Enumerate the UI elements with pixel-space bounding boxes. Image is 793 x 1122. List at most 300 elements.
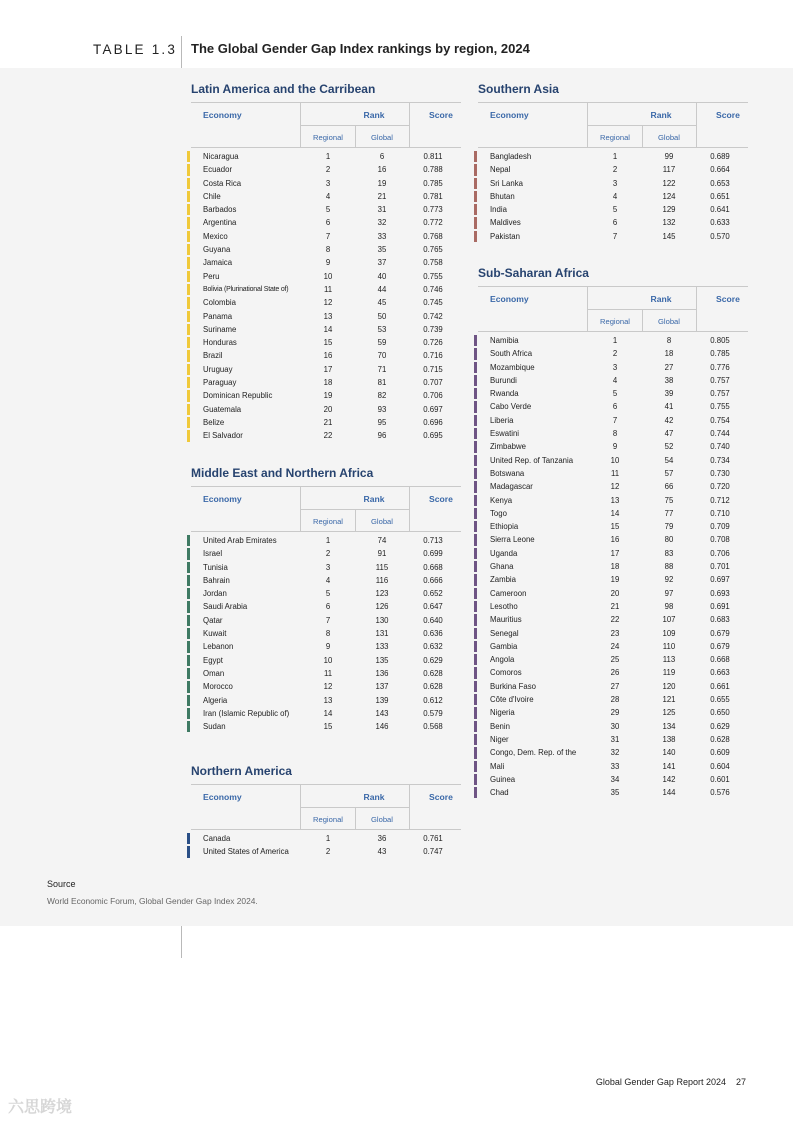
table-row	[478, 190, 748, 203]
economy-name: Mali	[490, 761, 505, 771]
regional-rank: 21	[323, 417, 333, 427]
table-row	[191, 376, 461, 389]
score-value: 0.629	[423, 655, 443, 665]
table-row	[478, 507, 748, 520]
score-value: 0.726	[423, 338, 443, 348]
economy-name: Egypt	[203, 655, 223, 665]
regional-rank: 13	[323, 311, 333, 321]
region-color-bar	[474, 641, 477, 652]
table-row	[478, 400, 748, 413]
score-value: 0.601	[710, 774, 730, 784]
region-color-bar	[474, 614, 477, 625]
economy-name: Bangladesh	[490, 152, 532, 161]
table-row	[478, 560, 748, 573]
global-rank: 38	[664, 375, 674, 385]
table-header	[478, 286, 748, 332]
source-text: World Economic Forum, Global Gender Gap Index 2024.	[47, 896, 258, 906]
region-color-bar	[474, 521, 477, 532]
regional-rank: 1	[325, 834, 331, 843]
regional-rank: 17	[323, 364, 333, 374]
table-row	[478, 440, 748, 453]
table-row	[191, 707, 461, 720]
economy-name: Namibia	[490, 336, 519, 345]
score-value: 0.568	[423, 722, 443, 732]
score-value: 0.805	[710, 336, 730, 345]
table-row	[191, 243, 461, 256]
regional-rank: 16	[610, 535, 620, 545]
regional-rank: 6	[612, 402, 618, 412]
economy-name: Saudi Arabia	[203, 602, 248, 612]
regional-rank: 15	[610, 522, 620, 532]
table-row	[191, 150, 461, 163]
table-row	[478, 374, 748, 387]
regional-rank: 10	[323, 655, 333, 665]
score-value: 0.609	[710, 748, 730, 758]
table-row	[478, 680, 748, 693]
global-rank: 88	[664, 562, 674, 572]
global-rank: 133	[375, 642, 389, 652]
economy-name: Dominican Republic	[203, 391, 273, 401]
global-rank: 121	[662, 695, 676, 705]
global-rank: 79	[664, 522, 674, 532]
economy-name: United Rep. of Tanzania	[490, 455, 574, 465]
global-rank: 123	[375, 589, 389, 599]
global-rank: 31	[377, 205, 387, 215]
regional-rank: 10	[323, 271, 333, 281]
regional-rank: 25	[610, 655, 620, 665]
region-color-bar	[187, 628, 190, 639]
economy-name: Brazil	[203, 351, 223, 361]
economy-name: Senegal	[490, 628, 519, 638]
region-color-bar	[474, 204, 477, 215]
score-value: 0.706	[710, 548, 730, 558]
global-rank: 95	[377, 417, 387, 427]
region-color-bar	[474, 761, 477, 772]
regional-rank: 3	[612, 362, 618, 372]
regional-rank: 14	[323, 324, 333, 334]
table-row	[191, 336, 461, 349]
table-body	[478, 150, 748, 243]
regional-rank: 7	[612, 415, 618, 425]
score-value: 0.696	[423, 417, 443, 427]
economy-name: Israel	[203, 549, 223, 559]
economy-name: Sudan	[203, 722, 226, 732]
table-row	[191, 845, 461, 858]
score-value: 0.664	[710, 165, 730, 175]
global-rank: 41	[664, 402, 674, 412]
economy-name: Nigeria	[490, 708, 515, 718]
regional-header: Regional	[313, 517, 343, 526]
economy-name: El Salvador	[203, 431, 243, 441]
score-value: 0.641	[710, 205, 730, 215]
region-color-bar	[474, 787, 477, 798]
regional-rank: 31	[610, 734, 620, 744]
header-divider	[181, 36, 182, 68]
economy-name: Colombia	[203, 298, 236, 308]
region-color-bar	[187, 297, 190, 308]
economy-name: Liberia	[490, 415, 514, 425]
region-middle-east-northern-africa	[191, 466, 461, 733]
score-value: 0.604	[710, 761, 730, 771]
global-rank: 42	[664, 415, 674, 425]
global-rank: 75	[664, 495, 674, 505]
economy-name: Panama	[203, 311, 233, 321]
global-rank: 109	[662, 628, 676, 638]
global-rank: 6	[379, 152, 385, 161]
region-color-bar	[474, 362, 477, 373]
regional-rank: 30	[610, 721, 620, 731]
regional-rank: 34	[610, 774, 620, 784]
economy-name: Burkina Faso	[490, 681, 536, 691]
score-value: 0.691	[710, 601, 730, 611]
global-rank: 21	[377, 191, 387, 201]
score-value: 0.668	[423, 562, 443, 572]
economy-name: Benin	[490, 721, 510, 731]
regional-rank: 15	[323, 722, 333, 732]
rank-subheader-divider	[300, 509, 410, 510]
economy-name: Pakistan	[490, 231, 520, 241]
region-southern-asia	[478, 82, 748, 243]
score-value: 0.647	[423, 602, 443, 612]
global-rank: 54	[664, 455, 674, 465]
global-header: Global	[371, 815, 393, 824]
regional-header: Regional	[313, 815, 343, 824]
region-color-bar	[474, 707, 477, 718]
economy-name: Oman	[203, 668, 225, 678]
table-body	[191, 832, 461, 859]
score-value: 0.652	[423, 589, 443, 599]
economy-name: Mauritius	[490, 615, 522, 625]
score-value: 0.712	[710, 495, 730, 505]
table-row	[478, 746, 748, 759]
global-rank: 145	[662, 231, 676, 241]
table-row	[191, 832, 461, 845]
rank-subheader-divider	[587, 125, 697, 126]
score-value: 0.740	[710, 442, 730, 452]
region-color-bar	[474, 548, 477, 559]
regional-header: Regional	[600, 133, 630, 142]
economy-name: Eswatini	[490, 429, 520, 439]
table-row	[191, 627, 461, 640]
global-rank: 107	[662, 615, 676, 625]
regional-rank: 6	[325, 218, 331, 228]
regional-rank: 9	[325, 642, 331, 652]
region-color-bar	[187, 417, 190, 428]
global-rank: 44	[377, 284, 387, 294]
score-value: 0.811	[423, 152, 443, 161]
region-color-bar	[187, 575, 190, 586]
table-row	[191, 310, 461, 323]
table-row	[478, 163, 748, 176]
global-rank: 97	[664, 588, 674, 598]
regional-rank: 13	[323, 695, 333, 705]
region-color-bar	[187, 404, 190, 415]
page-header	[0, 0, 793, 68]
global-rank: 134	[662, 721, 676, 731]
table-row	[478, 520, 748, 533]
region-color-bar	[474, 388, 477, 399]
score-value: 0.772	[423, 218, 443, 228]
regional-rank: 13	[610, 495, 620, 505]
region-color-bar	[187, 562, 190, 573]
economy-name: India	[490, 205, 507, 215]
global-rank: 96	[377, 431, 387, 441]
table-row	[478, 773, 748, 786]
regional-rank: 24	[610, 641, 620, 651]
global-rank: 141	[662, 761, 676, 771]
table-row	[478, 600, 748, 613]
economy-name: Barbados	[203, 205, 237, 215]
score-value: 0.579	[423, 708, 443, 718]
score-header: Score	[429, 494, 453, 504]
global-rank: 47	[664, 429, 674, 439]
economy-name: Bolivia (Plurinational State of)	[203, 285, 289, 293]
regional-rank: 2	[612, 165, 618, 175]
table-row	[191, 694, 461, 707]
table-row	[191, 600, 461, 613]
economy-name: Angola	[490, 655, 515, 665]
score-value: 0.689	[710, 152, 730, 161]
regional-rank: 1	[325, 536, 331, 545]
regional-rank: 18	[610, 562, 620, 572]
regional-rank: 32	[610, 748, 620, 758]
economy-name: Canada	[203, 834, 231, 843]
global-rank: 98	[664, 601, 674, 611]
economy-name: Mexico	[203, 231, 228, 241]
region-color-bar	[474, 694, 477, 705]
regional-rank: 28	[610, 695, 620, 705]
table-row	[191, 216, 461, 229]
score-value: 0.570	[710, 231, 730, 241]
score-value: 0.765	[423, 245, 443, 255]
score-value: 0.758	[423, 258, 443, 268]
score-value: 0.693	[710, 588, 730, 598]
column-divider	[642, 125, 643, 148]
table-row	[478, 347, 748, 360]
global-rank: 91	[377, 549, 387, 559]
regional-rank: 2	[325, 847, 331, 857]
score-value: 0.628	[710, 734, 730, 744]
table-row	[478, 387, 748, 400]
economy-name: Bhutan	[490, 191, 515, 201]
table-row	[478, 640, 748, 653]
table-body	[478, 334, 748, 799]
region-color-bar	[187, 284, 190, 295]
region-color-bar	[187, 695, 190, 706]
region-color-bar	[474, 335, 477, 346]
table-row	[478, 494, 748, 507]
economy-name: United States of America	[203, 847, 289, 857]
score-value: 0.720	[710, 482, 730, 492]
economy-name: Belize	[203, 417, 225, 427]
region-color-bar	[474, 151, 477, 162]
regional-rank: 11	[610, 468, 620, 478]
economy-name: Sierra Leone	[490, 535, 535, 545]
score-value: 0.742	[423, 311, 443, 321]
region-color-bar	[187, 271, 190, 282]
region-color-bar	[474, 667, 477, 678]
score-value: 0.706	[423, 391, 443, 401]
regional-rank: 12	[323, 682, 333, 692]
regional-rank: 2	[612, 349, 618, 359]
score-value: 0.747	[423, 847, 443, 857]
region-title: Northern America	[191, 764, 292, 778]
region-title: Middle East and Northern Africa	[191, 466, 374, 480]
global-rank: 53	[377, 324, 387, 334]
regional-rank: 4	[612, 375, 618, 385]
regional-rank: 9	[612, 442, 618, 452]
table-row	[478, 760, 748, 773]
regional-rank: 26	[610, 668, 620, 678]
table-row	[478, 150, 748, 163]
global-rank: 139	[375, 695, 389, 705]
rank-header: Rank	[363, 792, 385, 802]
economy-name: Bahrain	[203, 575, 230, 585]
region-color-bar	[187, 846, 190, 857]
economy-name: Jamaica	[203, 258, 233, 268]
economy-name: Algeria	[203, 695, 228, 705]
economy-name: Congo, Dem. Rep. of the	[490, 748, 577, 758]
regional-rank: 11	[323, 284, 333, 294]
regional-rank: 2	[325, 549, 331, 559]
bottom-divider	[181, 926, 182, 958]
regional-rank: 7	[325, 231, 331, 241]
region-color-bar	[187, 311, 190, 322]
regional-rank: 10	[610, 455, 620, 465]
global-rank: 99	[664, 152, 674, 161]
region-color-bar	[187, 655, 190, 666]
global-rank: 131	[375, 629, 389, 639]
global-rank: 146	[375, 722, 389, 732]
page-number: 27	[735, 1077, 746, 1087]
score-value: 0.655	[710, 695, 730, 705]
column-divider	[355, 125, 356, 148]
economy-name: Chile	[203, 191, 221, 201]
global-rank: 143	[375, 708, 389, 718]
regional-header: Regional	[313, 133, 343, 142]
table-row	[191, 720, 461, 733]
economy-name: United Arab Emirates	[203, 536, 277, 545]
region-color-bar	[474, 734, 477, 745]
global-rank: 132	[662, 218, 676, 228]
table-row	[478, 786, 748, 799]
table-row	[478, 733, 748, 746]
region-color-bar	[187, 191, 190, 202]
score-value: 0.781	[423, 191, 443, 201]
score-value: 0.716	[423, 351, 443, 361]
region-color-bar	[187, 324, 190, 335]
global-rank: 140	[662, 748, 676, 758]
region-color-bar	[474, 191, 477, 202]
score-value: 0.768	[423, 231, 443, 241]
score-value: 0.628	[423, 682, 443, 692]
column-divider	[642, 309, 643, 332]
region-color-bar	[474, 401, 477, 412]
global-rank: 71	[377, 364, 387, 374]
score-value: 0.713	[423, 536, 443, 545]
global-rank: 57	[664, 468, 674, 478]
region-color-bar	[187, 204, 190, 215]
rank-subheader-divider	[300, 125, 410, 126]
source-label: Source	[47, 879, 76, 889]
table-row	[478, 693, 748, 706]
regional-rank: 20	[610, 588, 620, 598]
score-value: 0.739	[423, 324, 443, 334]
regional-rank: 12	[323, 298, 333, 308]
table-row	[191, 654, 461, 667]
region-color-bar	[187, 337, 190, 348]
score-value: 0.650	[710, 708, 730, 718]
economy-header: Economy	[490, 110, 529, 120]
global-header: Global	[371, 133, 393, 142]
economy-name: Maldives	[490, 218, 521, 228]
region-color-bar	[187, 615, 190, 626]
regional-rank: 7	[325, 615, 331, 625]
economy-name: Kenya	[490, 495, 513, 505]
global-rank: 50	[377, 311, 387, 321]
region-color-bar	[187, 231, 190, 242]
economy-name: Iran (Islamic Republic of)	[203, 708, 290, 718]
page-footer	[596, 1077, 746, 1087]
economy-name: Nicaragua	[203, 152, 239, 161]
region-title: Sub-Saharan Africa	[478, 266, 589, 280]
global-rank: 45	[377, 298, 387, 308]
score-value: 0.661	[710, 681, 730, 691]
global-rank: 130	[375, 615, 389, 625]
table-row	[478, 573, 748, 586]
table-row	[191, 547, 461, 560]
watermark-logo: 六思跨境	[8, 1099, 73, 1116]
global-header: Global	[371, 517, 393, 526]
global-rank: 120	[662, 681, 676, 691]
economy-name: Tunisia	[203, 562, 228, 572]
table-row	[191, 163, 461, 176]
table-row	[478, 203, 748, 216]
economy-name: Peru	[203, 271, 220, 281]
score-value: 0.697	[423, 404, 443, 414]
score-value: 0.651	[710, 191, 730, 201]
economy-name: Sri Lanka	[490, 178, 523, 188]
global-rank: 122	[662, 178, 676, 188]
regional-rank: 3	[325, 178, 331, 188]
global-rank: 93	[377, 404, 387, 414]
regional-rank: 4	[325, 191, 331, 201]
table-row	[478, 533, 748, 546]
table-row	[191, 403, 461, 416]
global-rank: 39	[664, 389, 674, 399]
table-row	[191, 323, 461, 336]
region-color-bar	[187, 217, 190, 228]
score-value: 0.788	[423, 165, 443, 175]
score-value: 0.746	[423, 284, 443, 294]
region-color-bar	[474, 721, 477, 732]
score-value: 0.734	[710, 455, 730, 465]
region-color-bar	[474, 681, 477, 692]
region-color-bar	[474, 375, 477, 386]
table-row	[191, 587, 461, 600]
score-value: 0.745	[423, 298, 443, 308]
economy-name: Nepal	[490, 165, 511, 175]
score-value: 0.666	[423, 575, 443, 585]
global-rank: 125	[662, 708, 676, 718]
regional-rank: 1	[325, 152, 331, 161]
score-value: 0.668	[710, 655, 730, 665]
global-rank: 37	[377, 258, 387, 268]
region-color-bar	[187, 641, 190, 652]
regional-rank: 23	[610, 628, 620, 638]
score-value: 0.576	[710, 788, 730, 798]
region-title: Latin America and the Carribean	[191, 82, 376, 96]
